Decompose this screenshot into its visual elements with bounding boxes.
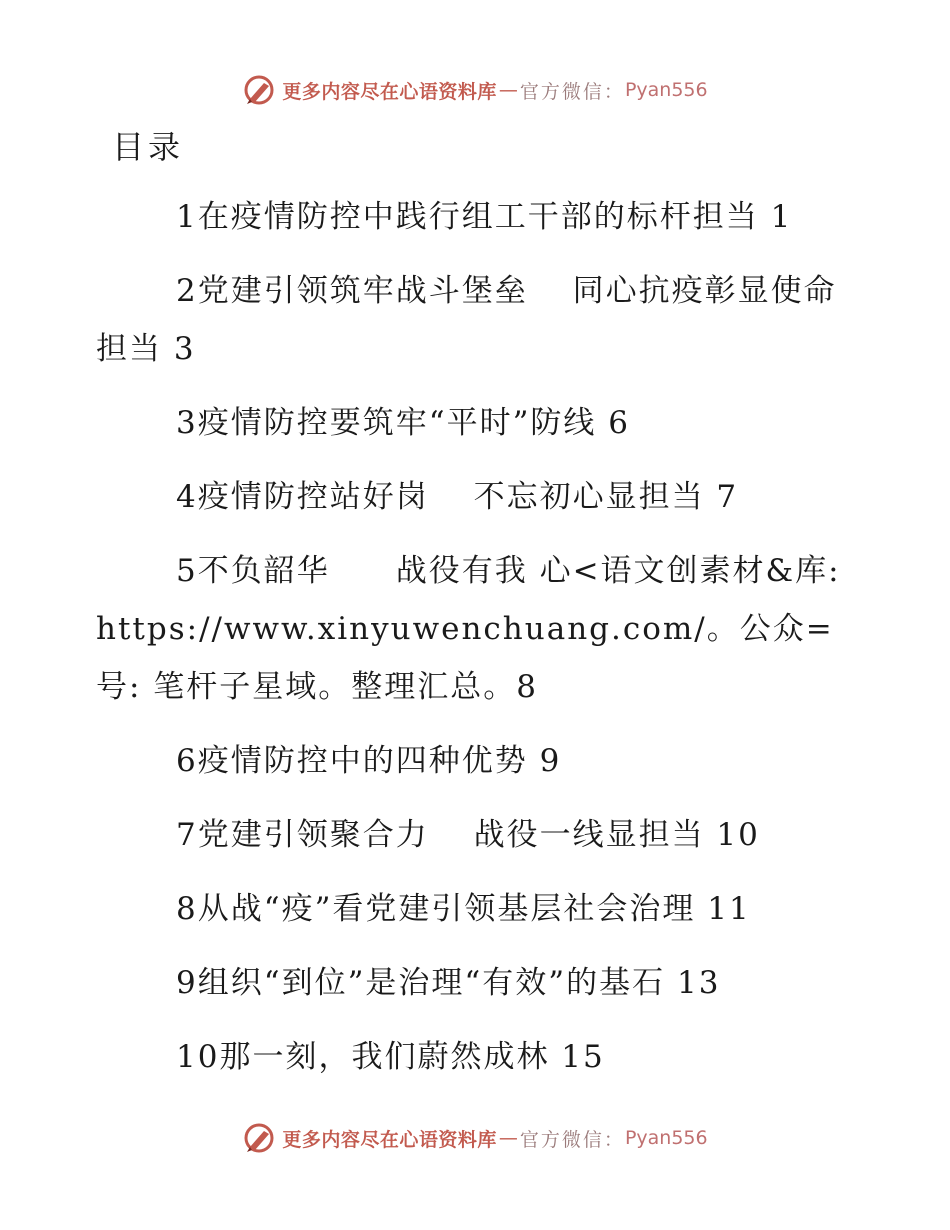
pen-circle-logo-icon bbox=[242, 1121, 276, 1155]
toc-item: 6疫情防控中的四种优势 9 bbox=[176, 743, 562, 779]
toc-item: 1在疫情防控中践行组工干部的标杆担当 1 bbox=[176, 199, 793, 235]
table-of-contents bbox=[96, 188, 856, 1102]
header-watermark-banner bbox=[0, 70, 950, 110]
toc-item: 2党建引领筑牢战斗堡垒 同心抗疫彰显使命担当 3 bbox=[96, 273, 837, 367]
banner-wechat-handle: Pyan556 bbox=[624, 79, 708, 101]
banner-wechat-handle: Pyan556 bbox=[624, 1127, 708, 1149]
footer-watermark-banner bbox=[0, 1118, 950, 1158]
banner-dash: — bbox=[498, 1127, 518, 1149]
toc-item: 7党建引领聚合力 战役一线显担当 10 bbox=[176, 817, 760, 853]
banner-wechat-label: 官方微信： bbox=[519, 80, 625, 103]
toc-item: 10那一刻，我们蔚然成林 15 bbox=[176, 1039, 605, 1075]
banner-wechat-label: 官方微信： bbox=[519, 1128, 625, 1151]
pen-circle-logo-icon bbox=[242, 73, 276, 107]
toc-item: 9组织“到位”是治理“有效”的基石 13 bbox=[176, 965, 721, 1001]
toc-item: 5不负韶华 战役有我 心<语文创素材&库: https://www.xinyuwenchuang.com/。公众=号: 笔杆子星域。整理汇总。8 bbox=[96, 553, 841, 705]
page-title: 目录 bbox=[112, 128, 185, 166]
banner-dash: — bbox=[498, 79, 518, 101]
banner-brand-text: 更多内容尽在心语资料库 bbox=[282, 1128, 497, 1151]
banner-brand-text: 更多内容尽在心语资料库 bbox=[282, 80, 497, 103]
toc-item: 4疫情防控站好岗 不忘初心显担当 7 bbox=[176, 479, 739, 515]
toc-item: 8从战“疫”看党建引领基层社会治理 11 bbox=[176, 891, 751, 927]
toc-item: 3疫情防控要筑牢“平时”防线 6 bbox=[176, 405, 630, 441]
